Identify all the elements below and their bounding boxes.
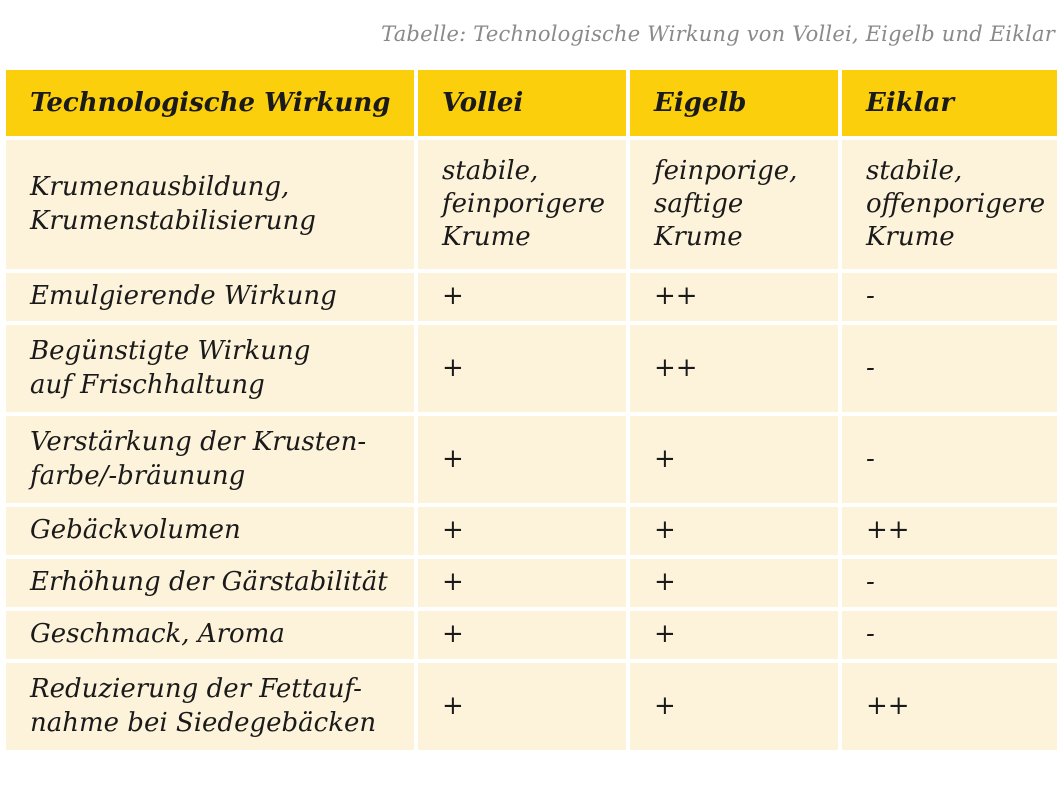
- table-row: [6, 273, 1057, 321]
- cell-wirkung: Geschmack, Aroma: [6, 611, 414, 659]
- cell-wirkung: Begünstigte Wirkung auf Frischhaltung: [6, 325, 414, 412]
- cell-eigelb: +: [630, 559, 838, 607]
- cell-eiklar: -: [842, 611, 1057, 659]
- header-technologische-wirkung: Technologische Wirkung: [6, 70, 414, 136]
- table-row: [6, 611, 1057, 659]
- cell-eiklar: -: [842, 325, 1057, 412]
- cell-eiklar: -: [842, 273, 1057, 321]
- effects-table: [2, 66, 1057, 754]
- cell-eigelb: feinporige, saftige Krume: [630, 140, 838, 269]
- cell-vollei: +: [418, 611, 626, 659]
- table-row: [6, 507, 1057, 555]
- cell-wirkung: Reduzierung der Fettauf- nahme bei Siedegebäcken: [6, 663, 414, 750]
- cell-eigelb: ++: [630, 325, 838, 412]
- table-row: [6, 416, 1057, 503]
- table-row: [6, 325, 1057, 412]
- table-header-row: [6, 70, 1057, 136]
- cell-vollei: +: [418, 559, 626, 607]
- cell-eiklar: stabile, offenporigere Krume: [842, 140, 1057, 269]
- cell-wirkung: Emulgierende Wirkung: [6, 273, 414, 321]
- cell-vollei: +: [418, 507, 626, 555]
- cell-vollei: +: [418, 273, 626, 321]
- cell-vollei: stabile, feinporigere Krume: [418, 140, 626, 269]
- cell-eigelb: +: [630, 416, 838, 503]
- cell-wirkung: Gebäckvolumen: [6, 507, 414, 555]
- cell-wirkung: Verstärkung der Krusten- farbe/-bräunung: [6, 416, 414, 503]
- table-row: [6, 663, 1057, 750]
- cell-vollei: +: [418, 325, 626, 412]
- cell-eiklar: -: [842, 416, 1057, 503]
- cell-eigelb: +: [630, 611, 838, 659]
- cell-wirkung: Erhöhung der Gärstabilität: [6, 559, 414, 607]
- cell-eigelb: ++: [630, 273, 838, 321]
- table-row: [6, 559, 1057, 607]
- table-row: [6, 140, 1057, 269]
- cell-eigelb: +: [630, 507, 838, 555]
- table-caption: Tabelle: Technologische Wirkung von Vollei, Eigelb und Eiklar: [381, 22, 1055, 46]
- cell-wirkung: Krumenausbildung, Krumenstabilisierung: [6, 140, 414, 269]
- cell-eiklar: ++: [842, 663, 1057, 750]
- cell-eiklar: ++: [842, 507, 1057, 555]
- header-eiklar: Eiklar: [842, 70, 1057, 136]
- header-vollei: Vollei: [418, 70, 626, 136]
- cell-eigelb: +: [630, 663, 838, 750]
- cell-vollei: +: [418, 416, 626, 503]
- header-eigelb: Eigelb: [630, 70, 838, 136]
- cell-vollei: +: [418, 663, 626, 750]
- cell-eiklar: -: [842, 559, 1057, 607]
